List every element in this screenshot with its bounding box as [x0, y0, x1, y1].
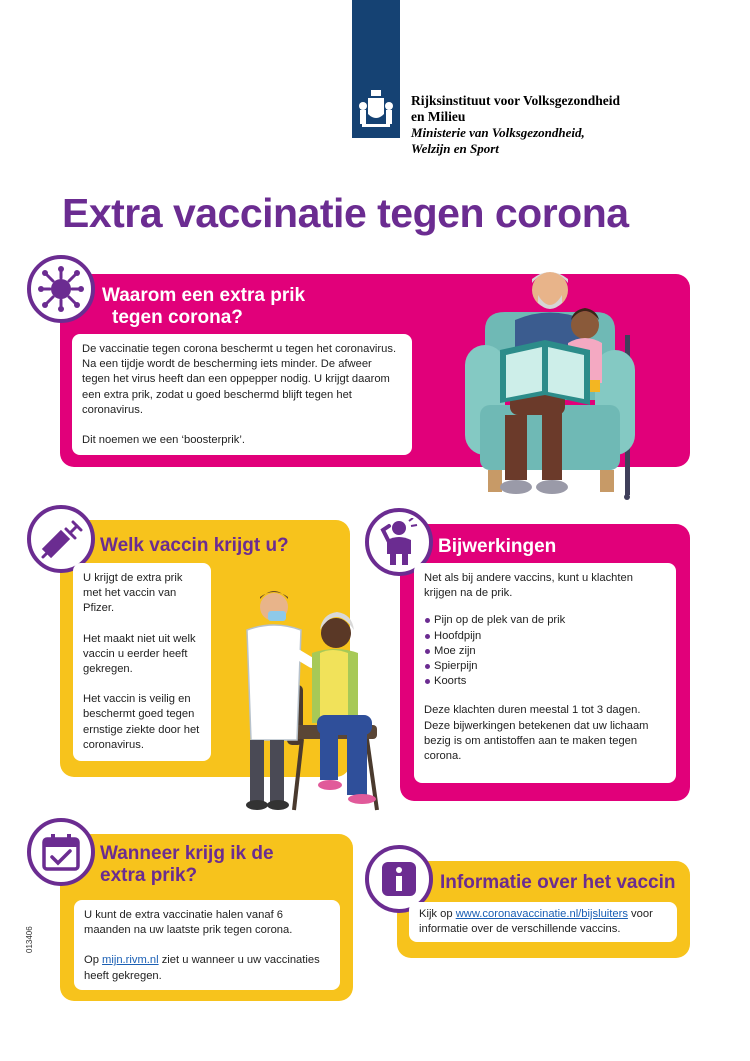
why-paragraph-1: De vaccinatie tegen corona beschermt u tegen het coronavirus. Na een tijdje wordt de bescherming iets minder. De afweer tegen het virus heeft dan een oppepper nodig. U krijgt daarom een extra prik, zodat u goed beschermd blijft tegen het coronavirus.	[82, 343, 397, 416]
side-effect-item: Koorts	[424, 674, 666, 689]
mijn-rivm-link[interactable]: mijn.rivm.nl	[102, 954, 159, 967]
info-heading: Informatie over het vaccin	[440, 872, 676, 893]
side-effect-item: Hoofdpijn	[424, 629, 666, 644]
vaccine-heading: Welk vaccin krijgt u?	[100, 535, 289, 556]
org-line-3: Ministerie van Volksgezondheid,	[411, 125, 585, 140]
when-paragraph-1: U kunt de extra vaccinatie halen vanaf 6 maanden na uw laatste prik tegen corona.	[84, 909, 293, 937]
org-line-2: en Milieu	[411, 109, 466, 124]
vaccine-paragraph-2: Het maakt niet uit welk vaccin u eerder heeft gekregen.	[83, 632, 196, 676]
when-paragraph-2	[84, 953, 330, 983]
coat-of-arms-icon	[358, 88, 394, 130]
org-line-1: Rijksinstituut voor Volksgezondheid	[411, 93, 621, 108]
government-logo-bar	[352, 0, 400, 138]
when-textbox	[74, 900, 340, 990]
org-line-4: Welzijn en Sport	[411, 141, 499, 156]
when-text-pre: Op	[84, 954, 103, 967]
syringe-icon	[39, 517, 83, 561]
document-code: 013406	[25, 926, 34, 953]
why-textbox	[72, 334, 412, 455]
when-text-post: ziet u wanneer u uw vaccinaties heeft gekregen.	[84, 954, 320, 982]
info-text-pre: Kijk op	[419, 908, 456, 920]
calendar-check-icon	[41, 832, 81, 872]
doctor-vaccinating-illustration	[212, 585, 392, 815]
vaccine-paragraph-1: U krijgt de extra prik met het vaccin van Pfizer.	[83, 572, 183, 615]
virus-icon	[38, 266, 84, 312]
why-heading-line-2: tegen corona?	[112, 307, 243, 328]
info-icon	[381, 861, 417, 897]
page-title: Extra vaccinatie tegen corona	[62, 190, 629, 236]
why-heading	[102, 285, 305, 329]
calendar-icon-circle	[27, 818, 95, 886]
why-paragraph-2: Dit noemen we een ‘boosterprik’.	[82, 434, 245, 447]
when-heading-line-2: extra prik?	[100, 865, 198, 886]
info-textbox	[409, 902, 677, 942]
grandparent-reading-illustration	[460, 265, 660, 500]
bijsluiters-link[interactable]: www.coronavaccinatie.nl/bijsluiters	[455, 908, 628, 920]
organization-name	[411, 93, 620, 157]
side-effects-list	[424, 613, 666, 689]
side-effect-item: Pijn op de plek van de prik	[424, 613, 666, 628]
side-effects-textbox	[414, 563, 676, 783]
when-heading	[100, 843, 274, 887]
vaccine-paragraph-3: Het vaccin is veilig en beschermt goed tegen ernstige ziekte door het coronavirus.	[83, 693, 200, 751]
virus-icon-circle	[27, 255, 95, 323]
side-effects-outro: Deze klachten duren meestal 1 tot 3 dagen. Deze bijwerkingen betekenen dat uw lichaam bezig is om antistoffen aan te maken tegen corona.	[424, 704, 649, 763]
side-effects-intro: Net als bij andere vaccins, kunt u klachten krijgen na de prik.	[424, 572, 633, 600]
why-heading-line-1: Waarom een extra prik	[102, 285, 306, 306]
when-heading-line-1: Wanneer krijg ik de	[100, 843, 274, 864]
info-text-post: voor informatie over de verschillende vaccins.	[419, 908, 653, 936]
side-effect-item: Spierpijn	[424, 659, 666, 674]
vaccine-textbox	[73, 563, 211, 761]
info-text	[419, 907, 667, 937]
side-effect-item: Moe zijn	[424, 644, 666, 659]
side-effects-heading: Bijwerkingen	[438, 536, 557, 557]
headache-person-icon	[377, 518, 421, 566]
